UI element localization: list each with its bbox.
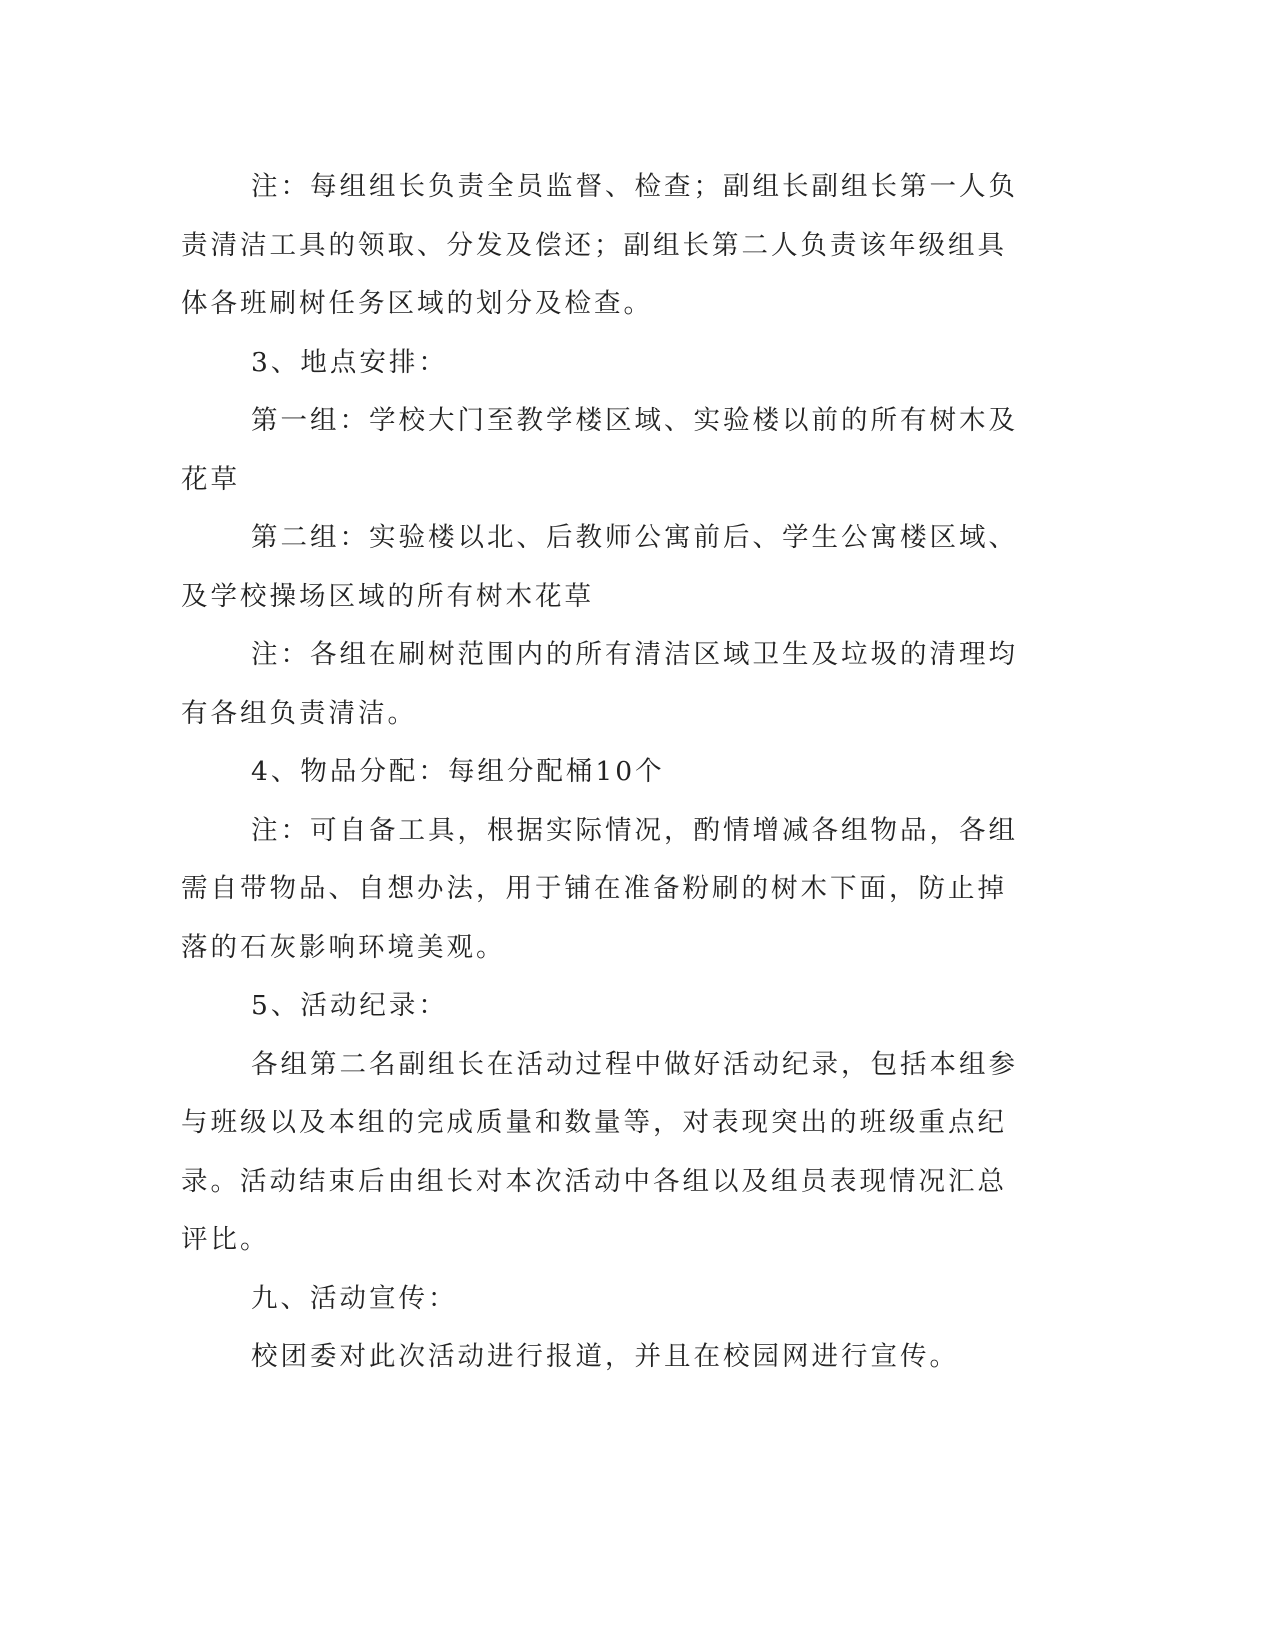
- document-body: [181, 158, 1031, 1387]
- group-two-area: 第二组：实验楼以北、后教师公寓前后、学生公寓楼区域、及学校操场区域的所有树木花草: [181, 522, 1018, 612]
- section-heading-supplies: 4、物品分配：每组分配桶10个: [251, 756, 665, 787]
- section-heading-publicity: 九、活动宣传：: [251, 1282, 458, 1314]
- group-one-area: 第一组：学校大门至教学楼区域、实验楼以前的所有树木及花草: [181, 405, 1018, 495]
- publicity-paragraph: 校团委对此次活动进行报道，并且在校园网进行宣传。: [251, 1341, 959, 1372]
- records-paragraph: 各组第二名副组长在活动过程中做好活动纪录，包括本组参与班级以及本组的完成质量和数量等，对表现突出的班级重点纪录。活动结束后由组长对本次活动中各组以及组员表现情况汇总评比。: [181, 1048, 1018, 1255]
- section-heading-records: 5、活动纪录：: [251, 990, 448, 1021]
- section-heading-location: 3、地点安排：: [251, 346, 448, 378]
- note-paragraph-roles: 注：每组组长负责全员监督、检查；副组长副组长第一人负责清洁工具的领取、分发及偿还；副组长第二人负责该年级组具体各班刷树任务区域的划分及检查。: [181, 171, 1018, 319]
- note-paragraph-tools: 注：可自备工具，根据实际情况，酌情增减各组物品，各组需自带物品、自想办法，用于铺在准备粉刷的树木下面，防止掉落的石灰影响环境美观。: [181, 814, 1018, 963]
- note-paragraph-cleaning: 注：各组在刷树范围内的所有清洁区域卫生及垃圾的清理均有各组负责清洁。: [181, 639, 1018, 729]
